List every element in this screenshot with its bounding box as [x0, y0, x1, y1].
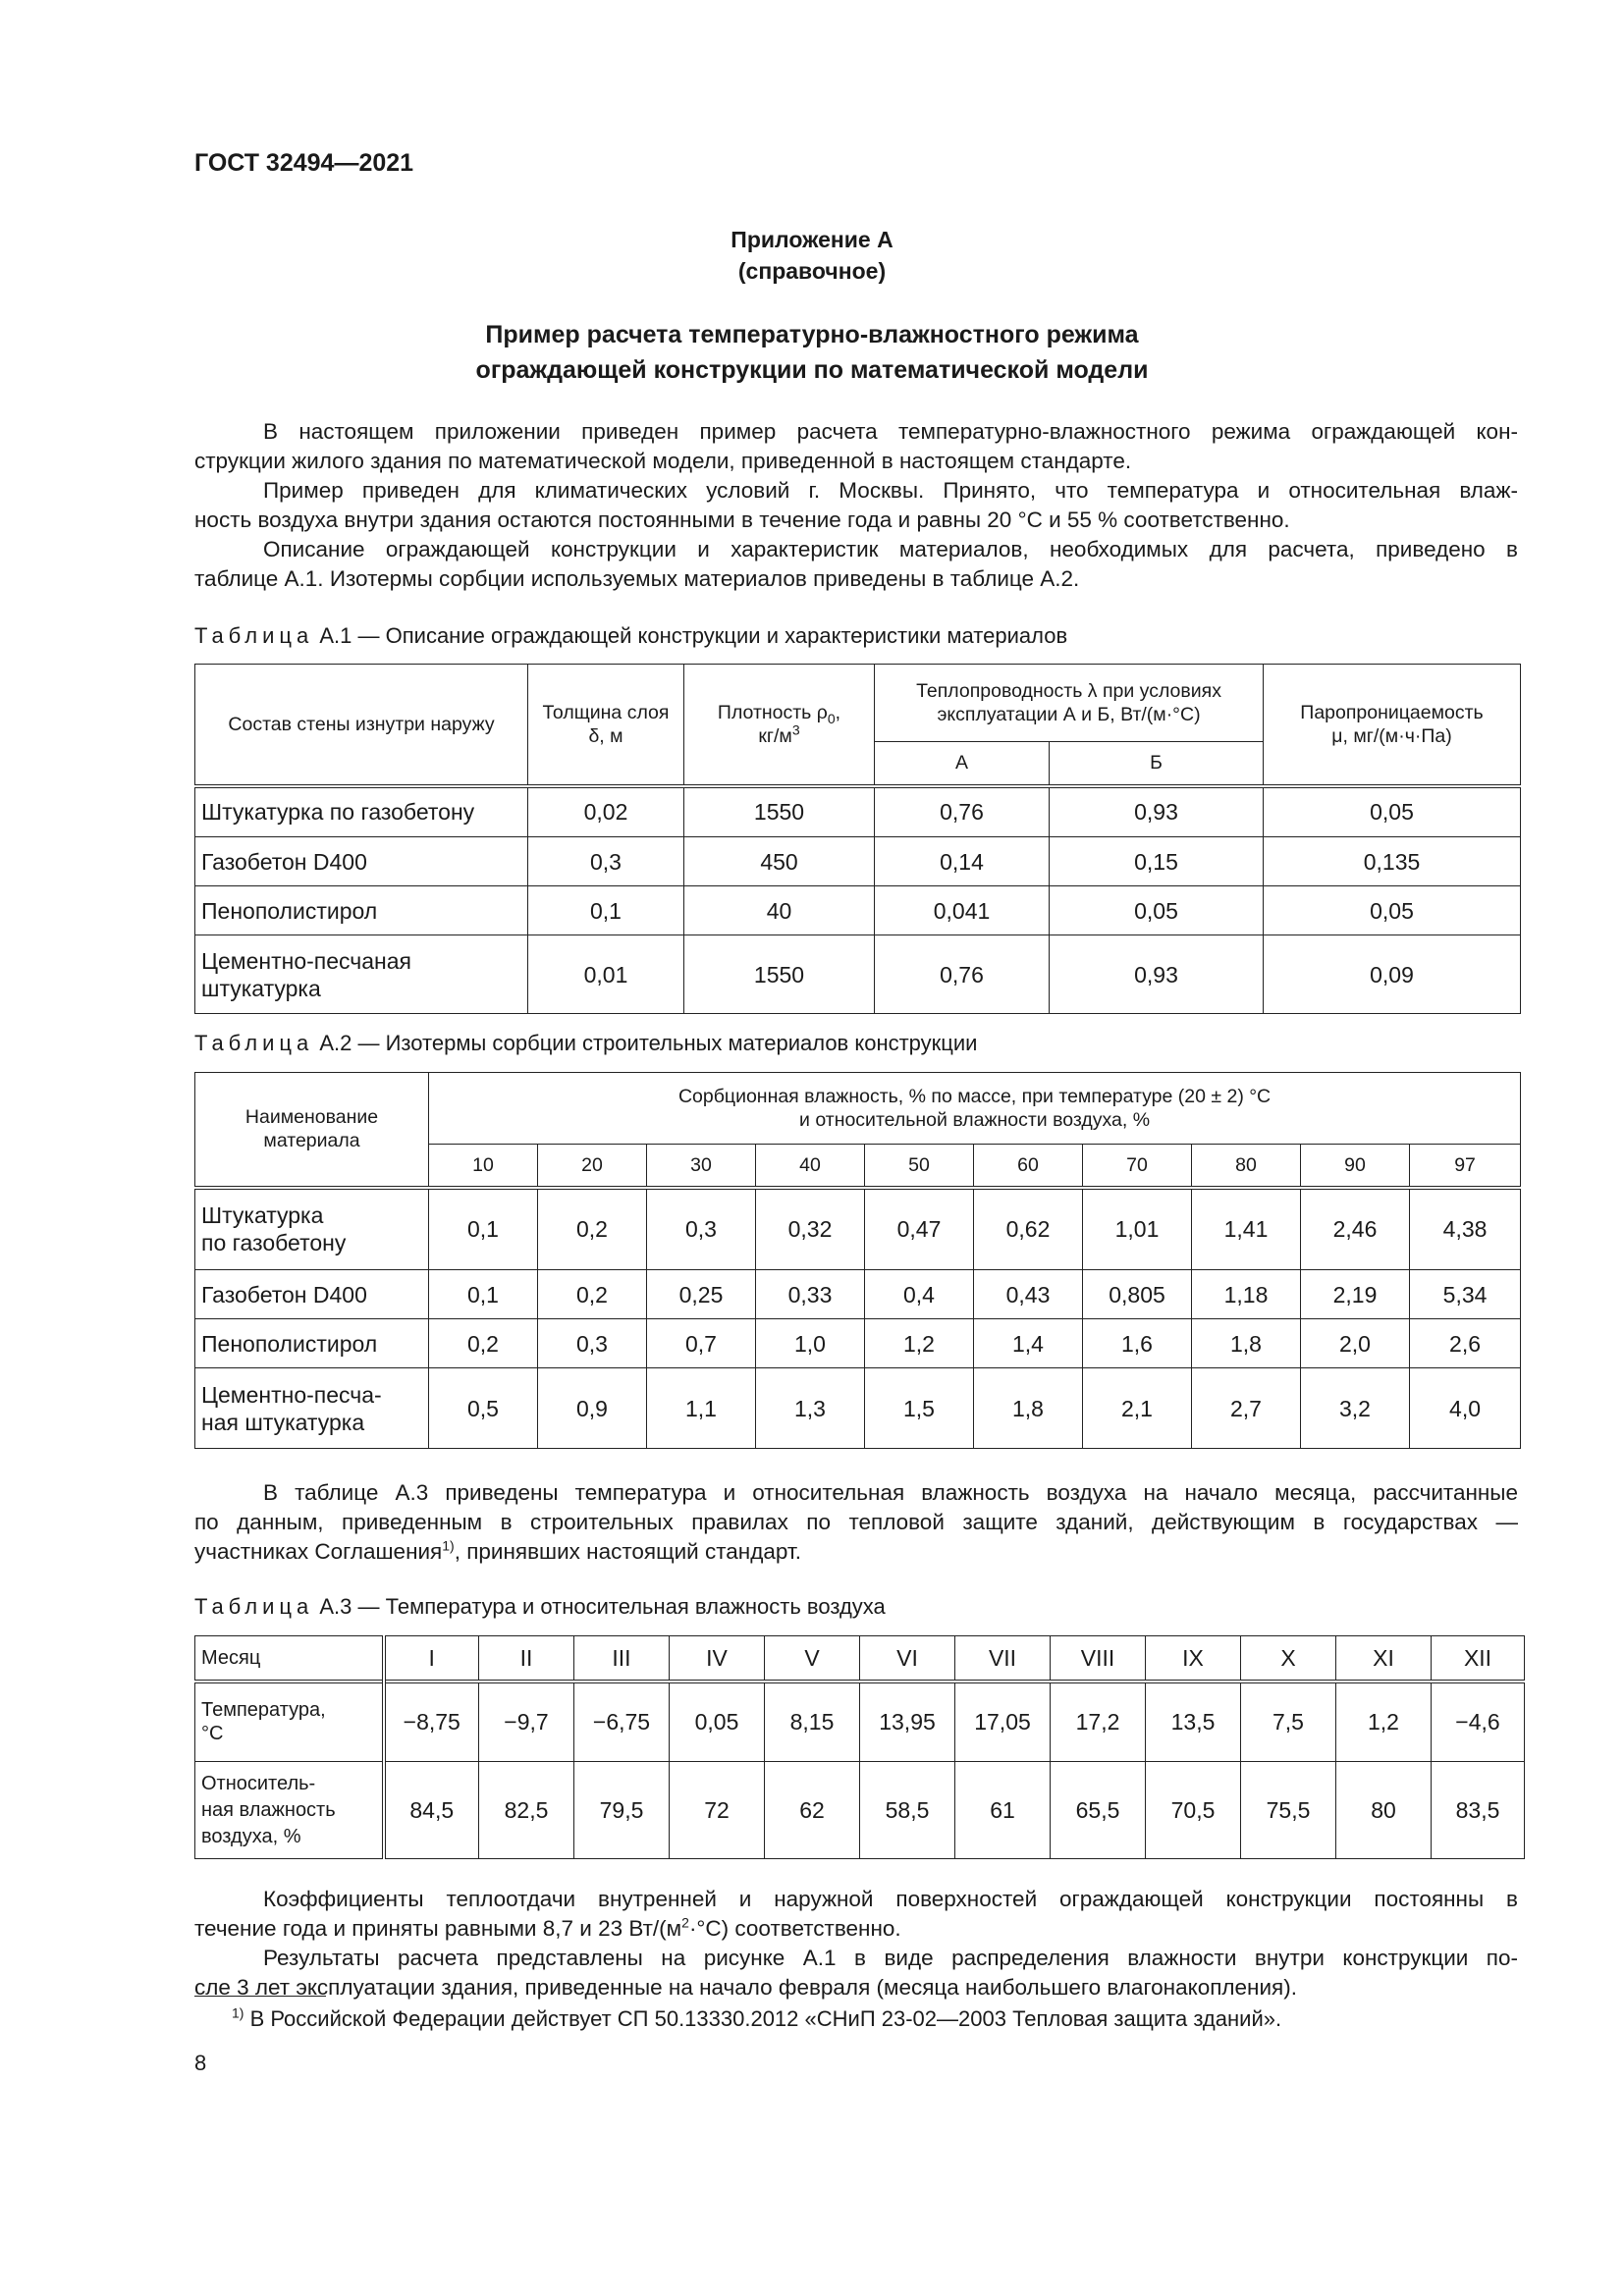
- header-density: [684, 665, 875, 786]
- text-line: Пример приведен для климатических условий г. Москвы. Принято, что температура и относительная влаж-: [263, 478, 1518, 503]
- value-cell: 0,2: [538, 1270, 647, 1319]
- humidity-cell: 58,5: [860, 1762, 955, 1859]
- lambda-b-cell: 0,05: [1050, 886, 1264, 935]
- temperature-cell: 13,95: [860, 1682, 955, 1762]
- value-cell: 2,1: [1083, 1368, 1192, 1449]
- humidity-cell: 84,5: [384, 1762, 479, 1859]
- month-cell: III: [574, 1636, 670, 1682]
- value-cell: 0,1: [429, 1188, 538, 1270]
- footnote: [232, 2004, 1281, 2034]
- value-cell: 1,8: [974, 1368, 1083, 1449]
- humidity-header: 30: [647, 1145, 756, 1188]
- months-row: [195, 1636, 1525, 1682]
- value-cell: 0,805: [1083, 1270, 1192, 1319]
- value-cell: 2,6: [1410, 1319, 1521, 1368]
- table-a2: [194, 1072, 1521, 1449]
- value-cell: 1,1: [647, 1368, 756, 1449]
- text-line: В настоящем приложении приведен пример расчета температурно-влажностного режима ограждающей кон-: [263, 419, 1518, 444]
- row-name-line2: ная штукатурка: [201, 1409, 365, 1435]
- text-line: [194, 1537, 1518, 1567]
- thickness-cell: 0,1: [528, 886, 684, 935]
- header-sorption: [429, 1073, 1521, 1145]
- mu-cell: 0,135: [1264, 837, 1521, 886]
- superscript: 2: [681, 1914, 689, 1931]
- humidity-cell: 72: [670, 1762, 765, 1859]
- temperature-cell: 1,2: [1336, 1682, 1432, 1762]
- temperature-cell: 13,5: [1146, 1682, 1241, 1762]
- table-a3: [194, 1635, 1525, 1859]
- density-cell: 1550: [684, 786, 875, 837]
- sorption-line1: Сорбционная влажность, % по массе, при температуре (20 ± 2) °С: [677, 1086, 1272, 1107]
- humidity-header: 90: [1301, 1145, 1410, 1188]
- temperature-cell: 7,5: [1241, 1682, 1336, 1762]
- caption-text: А.1 — Описание ограждающей конструкции и характеристики материалов: [313, 623, 1068, 648]
- month-cell: XI: [1336, 1636, 1432, 1682]
- text-line: Коэффициенты теплоотдачи внутренней и наружной поверхностей ограждающей конструкции постоянны в: [263, 1887, 1518, 1911]
- temp-label-line2: °С: [201, 1723, 224, 1745]
- value-cell: 0,1: [429, 1270, 538, 1319]
- temperature-cell: 8,15: [765, 1682, 860, 1762]
- value-cell: 0,4: [865, 1270, 974, 1319]
- value-cell: 1,41: [1192, 1188, 1301, 1270]
- temperature-cell: 17,05: [955, 1682, 1051, 1762]
- header-cond-a: А: [875, 742, 1050, 786]
- humidity-header: 10: [429, 1145, 538, 1188]
- month-cell: VII: [955, 1636, 1051, 1682]
- rh-label-line1: Относитель-: [201, 1772, 316, 1794]
- value-cell: 1,18: [1192, 1270, 1301, 1319]
- value-cell: 0,9: [538, 1368, 647, 1449]
- row-name: Штукатурка по газобетону: [195, 786, 528, 837]
- value-cell: 4,0: [1410, 1368, 1521, 1449]
- thickness-cell: 0,3: [528, 837, 684, 886]
- intro-paragraphs: [194, 417, 1518, 594]
- value-cell: 1,6: [1083, 1319, 1192, 1368]
- temperature-label: [195, 1682, 384, 1762]
- table-row: [195, 1188, 1521, 1270]
- text-fragment: течение года и приняты равными 8,7 и 23 Вт/(м: [194, 1916, 682, 1941]
- value-cell: 0,25: [647, 1270, 756, 1319]
- lambda-b-cell: 0,93: [1050, 935, 1264, 1014]
- humidity-header: 60: [974, 1145, 1083, 1188]
- humidity-header: 20: [538, 1145, 647, 1188]
- value-cell: 4,38: [1410, 1188, 1521, 1270]
- value-cell: 1,01: [1083, 1188, 1192, 1270]
- text-line: ность воздуха внутри здания остаются постоянными в течение года и равны 20 °С и 55 % соответственно.: [194, 507, 1290, 532]
- rh-label-line3: воздуха, %: [201, 1825, 301, 1847]
- row-name: [195, 1188, 429, 1270]
- value-cell: 0,5: [429, 1368, 538, 1449]
- row-name-line2: штукатурка: [201, 975, 321, 1001]
- mu-cell: 0,09: [1264, 935, 1521, 1014]
- text-line: [194, 1914, 1518, 1944]
- footnote-marker: 1): [232, 2004, 244, 2021]
- rh-label-line2: ная влажность: [201, 1798, 336, 1821]
- density-unit-sup: 3: [791, 721, 800, 738]
- value-cell: 0,2: [538, 1188, 647, 1270]
- temperature-cell: −4,6: [1432, 1682, 1525, 1762]
- humidity-header: 40: [756, 1145, 865, 1188]
- footnote-ref: 1): [442, 1537, 455, 1554]
- caption-text: А.2 — Изотермы сорбции строительных материалов конструкции: [313, 1031, 978, 1055]
- text-fragment: , принявших настоящий стандарт.: [454, 1539, 801, 1564]
- density-cell: 40: [684, 886, 875, 935]
- value-cell: 2,46: [1301, 1188, 1410, 1270]
- table-row: [195, 1368, 1521, 1449]
- table-a2-caption: [194, 1030, 977, 1057]
- value-cell: 1,8: [1192, 1319, 1301, 1368]
- density-label: Плотность ρ: [717, 701, 828, 723]
- standard-header: ГОСТ 32494—2021: [194, 149, 414, 177]
- header-conductivity: [875, 665, 1264, 742]
- humidity-cell: 79,5: [574, 1762, 670, 1859]
- humidity-cell: 80: [1336, 1762, 1432, 1859]
- thickness-cell: 0,01: [528, 935, 684, 1014]
- permeability-line2: μ, мг/(м·ч·Па): [1331, 724, 1452, 747]
- value-cell: 0,7: [647, 1319, 756, 1368]
- text-line: таблице А.1. Изотермы сорбции используемых материалов приведены в таблице А.2.: [194, 566, 1080, 591]
- value-cell: 1,3: [756, 1368, 865, 1449]
- mid-paragraph: [194, 1478, 1518, 1567]
- permeability-line1: Паропроницаемость: [1300, 701, 1484, 723]
- value-cell: 0,3: [647, 1188, 756, 1270]
- text-line: струкции жилого здания по математической модели, приведенной в настоящем стандарте.: [194, 449, 1132, 473]
- humidity-cell: 83,5: [1432, 1762, 1525, 1859]
- thickness-cell: 0,02: [528, 786, 684, 837]
- row-name: Пенополистирол: [195, 1319, 429, 1368]
- value-cell: 0,43: [974, 1270, 1083, 1319]
- month-cell: XII: [1432, 1636, 1525, 1682]
- humidity-header: 50: [865, 1145, 974, 1188]
- table-a3-caption: [194, 1593, 886, 1621]
- month-cell: II: [479, 1636, 574, 1682]
- value-cell: 2,0: [1301, 1319, 1410, 1368]
- value-cell: 2,7: [1192, 1368, 1301, 1449]
- value-cell: 1,4: [974, 1319, 1083, 1368]
- month-cell: VI: [860, 1636, 955, 1682]
- table-row: [195, 886, 1521, 935]
- mu-cell: 0,05: [1264, 886, 1521, 935]
- page-number: 8: [194, 2051, 207, 2075]
- mu-cell: 0,05: [1264, 786, 1521, 837]
- value-cell: 0,47: [865, 1188, 974, 1270]
- month-cell: V: [765, 1636, 860, 1682]
- appendix-title-line1: Пример расчета температурно-влажностного режима: [485, 321, 1139, 348]
- header-cond-b: Б: [1050, 742, 1264, 786]
- temp-label-line1: Температура,: [201, 1699, 326, 1722]
- text-fragment: ·°С) соответственно.: [688, 1916, 901, 1941]
- appendix-status: (справочное): [737, 258, 887, 284]
- table-row: [195, 837, 1521, 886]
- temperature-cell: 0,05: [670, 1682, 765, 1762]
- temperature-cell: −8,75: [384, 1682, 479, 1762]
- humidity-cell: 62: [765, 1762, 860, 1859]
- caption-prefix: Таблица: [194, 1594, 314, 1619]
- row-name-line2: по газобетону: [201, 1230, 347, 1256]
- density-cell: 450: [684, 837, 875, 886]
- value-cell: 1,5: [865, 1368, 974, 1449]
- table-row: [195, 1270, 1521, 1319]
- header-permeability: [1264, 665, 1521, 786]
- closing-paragraphs: [194, 1885, 1518, 2002]
- row-name: Газобетон D400: [195, 1270, 429, 1319]
- text-line: сле 3 лет эксплуатации здания, приведенные на начало февраля (месяца наибольшего влагонакопления).: [194, 1975, 1297, 2000]
- temperature-cell: −9,7: [479, 1682, 574, 1762]
- density-comma: ,: [835, 701, 841, 723]
- conductivity-line1: Теплопроводность λ при условиях: [916, 680, 1221, 702]
- footnote-text: В Российской Федерации действует СП 50.13330.2012 «СНиП 23-02—2003 Тепловая защита зданий».: [244, 2006, 1282, 2031]
- density-subscript: 0: [827, 710, 836, 726]
- month-cell: IV: [670, 1636, 765, 1682]
- value-cell: 1,2: [865, 1319, 974, 1368]
- material-line2: материала: [263, 1130, 360, 1152]
- value-cell: 3,2: [1301, 1368, 1410, 1449]
- density-cell: 1550: [684, 935, 875, 1014]
- humidity-row: [195, 1762, 1525, 1859]
- text-fragment: участниках Соглашения: [194, 1539, 443, 1564]
- month-cell: VIII: [1051, 1636, 1146, 1682]
- month-cell: I: [384, 1636, 479, 1682]
- month-cell: IX: [1146, 1636, 1241, 1682]
- month-label: Месяц: [195, 1636, 384, 1682]
- density-unit: кг/м: [758, 724, 792, 747]
- sorption-line2: и относительной влажности воздуха, %: [799, 1109, 1151, 1131]
- row-name-line1: Цементно-песча-: [201, 1381, 382, 1408]
- row-name: [195, 1368, 429, 1449]
- humidity-header: 97: [1410, 1145, 1521, 1188]
- month-cell: X: [1241, 1636, 1336, 1682]
- humidity-cell: 61: [955, 1762, 1051, 1859]
- caption-text: А.3 — Температура и относительная влажность воздуха: [313, 1594, 886, 1619]
- appendix-label: Приложение А: [731, 227, 893, 252]
- row-name: Газобетон D400: [195, 837, 528, 886]
- lambda-a-cell: 0,041: [875, 886, 1050, 935]
- lambda-a-cell: 0,14: [875, 837, 1050, 886]
- row-name: Пенополистирол: [195, 886, 528, 935]
- header-composition: Состав стены изнутри наружу: [195, 665, 528, 786]
- value-cell: 0,32: [756, 1188, 865, 1270]
- value-cell: 0,3: [538, 1319, 647, 1368]
- value-cell: 0,62: [974, 1188, 1083, 1270]
- caption-prefix: Таблица: [194, 1031, 314, 1055]
- humidity-header: 80: [1192, 1145, 1301, 1188]
- humidity-cell: 75,5: [1241, 1762, 1336, 1859]
- humidity-cell: 65,5: [1051, 1762, 1146, 1859]
- caption-prefix: Таблица: [194, 623, 314, 648]
- table-row: [195, 1319, 1521, 1368]
- footnote-divider: [194, 1996, 326, 1997]
- table-row: [195, 786, 1521, 837]
- table-a1: [194, 664, 1521, 1014]
- lambda-b-cell: 0,15: [1050, 837, 1264, 886]
- lambda-b-cell: 0,93: [1050, 786, 1264, 837]
- conductivity-line2: эксплуатации А и Б, Вт/(м·°С): [937, 704, 1201, 725]
- value-cell: 0,2: [429, 1319, 538, 1368]
- text-line: Описание ограждающей конструкции и характеристик материалов, необходимых для расчета, приведено в: [263, 537, 1518, 561]
- lambda-a-cell: 0,76: [875, 786, 1050, 837]
- row-name-line1: Штукатурка: [201, 1202, 324, 1229]
- text-line: В таблице А.3 приведены температура и относительная влажность воздуха на начало месяца, рассчитанные: [263, 1480, 1518, 1505]
- row-name-line1: Цементно-песчаная: [201, 947, 412, 974]
- temperature-row: [195, 1682, 1525, 1762]
- humidity-cell: 70,5: [1146, 1762, 1241, 1859]
- material-line1: Наименование: [244, 1106, 379, 1129]
- text-line: по данным, приведенным в строительных правилах по тепловой защите зданий, действующим в государствах —: [194, 1510, 1518, 1534]
- value-cell: 1,0: [756, 1319, 865, 1368]
- text-line: Результаты расчета представлены на рисунке А.1 в виде распределения влажности внутри конструкции по-: [263, 1946, 1518, 1970]
- temperature-cell: 17,2: [1051, 1682, 1146, 1762]
- row-name: [195, 935, 528, 1014]
- table-row: [195, 935, 1521, 1014]
- value-cell: 5,34: [1410, 1270, 1521, 1319]
- header-material: [195, 1073, 429, 1188]
- humidity-label: [195, 1762, 384, 1859]
- header-thickness: Толщина слоя δ, м: [528, 665, 684, 786]
- lambda-a-cell: 0,76: [875, 935, 1050, 1014]
- value-cell: 0,33: [756, 1270, 865, 1319]
- humidity-header: 70: [1083, 1145, 1192, 1188]
- humidity-cell: 82,5: [479, 1762, 574, 1859]
- temperature-cell: −6,75: [574, 1682, 670, 1762]
- value-cell: 2,19: [1301, 1270, 1410, 1319]
- appendix-title-line2: ограждающей конструкции по математической модели: [475, 356, 1149, 384]
- table-a1-caption: [194, 622, 1067, 650]
